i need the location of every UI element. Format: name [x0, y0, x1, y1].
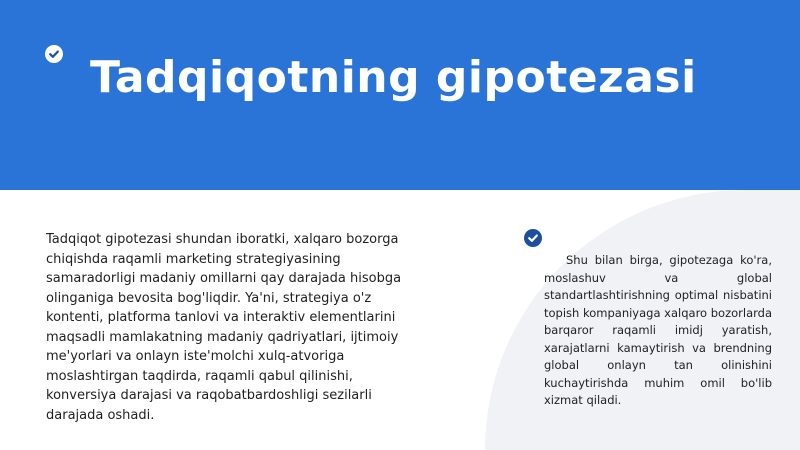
supporting-paragraph: Shu bilan birga, gipotezaga ko'ra, moslashuv va global standartlashtirishning optimal nisbatini topish kompaniyaga xalqaro bozorlarda barqaror raqamli imidj yaratish, xarajatlarni kamaytirish va brendning global onlayn tan olinishini kuchaytirishda muhim omil bo'lib xizmat qiladi. [544, 253, 772, 407]
page-title: Tadqiqotning gipotezasi [90, 52, 697, 103]
header-banner [0, 0, 800, 190]
check-circle-icon [524, 229, 542, 247]
hypothesis-paragraph: Tadqiqot gipotezasi shundan iboratki, xalqaro bozorga chiqishda raqamli marketing strategiyasining samaradorligi madaniy omillarni qay darajada hisobga olinganiga bevosita bog'liqdir. Ya'ni, strategiya o'z kontenti, platforma tanlovi va interaktiv elementlarini maqsadli mamlakatning madaniy qadriyatlari, ijtimoiy me'yorlari va onlayn iste'molchi xulq-atvoriga moslashtirgan taqdirda, raqamli qabul qilinishi, konversiya darajasi va raqobatbardoshligi sezilarli darajada oshadi. [46, 232, 402, 423]
check-circle-icon [45, 45, 63, 63]
